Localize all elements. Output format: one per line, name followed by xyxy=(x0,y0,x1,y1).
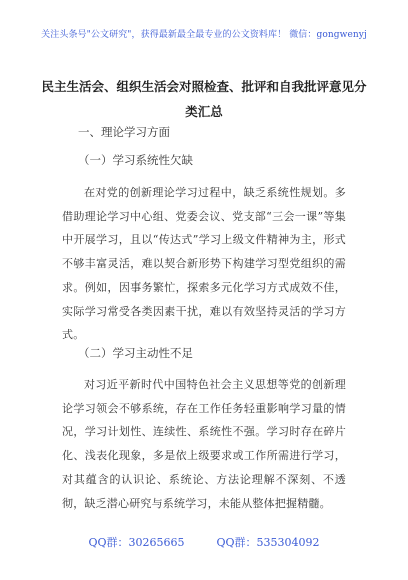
promo-banner: 关注头条号"公文研究"，获得最新最全最专业的公文资料库！ 微信：gongwenyj xyxy=(41,30,367,40)
footer-qq-group-2: QQ群：535304092 xyxy=(216,536,320,549)
section-heading-theory-study: 一、理论学习方面 xyxy=(78,125,170,139)
footer-contacts xyxy=(0,534,408,550)
paragraph-initiative: 对习近平新时代中国特色社会主义思想等党的创新理论学习领会不够系统，存在工作任务轻重影响学习量的情况，学习计划性、连续性、系统性不强。学习时存在碎片化、浅表化现象，多是依上级要求或工作所需进行学习，对其蕴含的认识论、系统论、方法论理解不深刻、不透彻，缺乏潜心研究与系统学习，未能从整体把握精髓。 xyxy=(62,378,346,510)
document-title: 民主生活会、组织生活会对照检查、批评和自我批评意见分类汇总 xyxy=(41,79,367,119)
paragraph-systematic: 在对党的创新理论学习过程中，缺乏系统性规划。多借助理论学习中心组、党委会议、党支部“三会一课”等集中开展学习，且以“传达式”学习上级文件精神为主，形式不够丰富灵活，难以契合新形势下构建学习型党组织的需求。例如，因事务繁忙，探索多元化学习方式成效不佳，实际学习常受各类因素干扰，难以有效坚持灵活的学习方式。 xyxy=(62,186,346,342)
subsection-heading-systematic: （一）学习系统性欠缺 xyxy=(78,153,193,167)
footer-qq-group-1: QQ群：30265665 xyxy=(88,536,185,549)
subsection-heading-initiative: （二）学习主动性不足 xyxy=(78,346,193,360)
